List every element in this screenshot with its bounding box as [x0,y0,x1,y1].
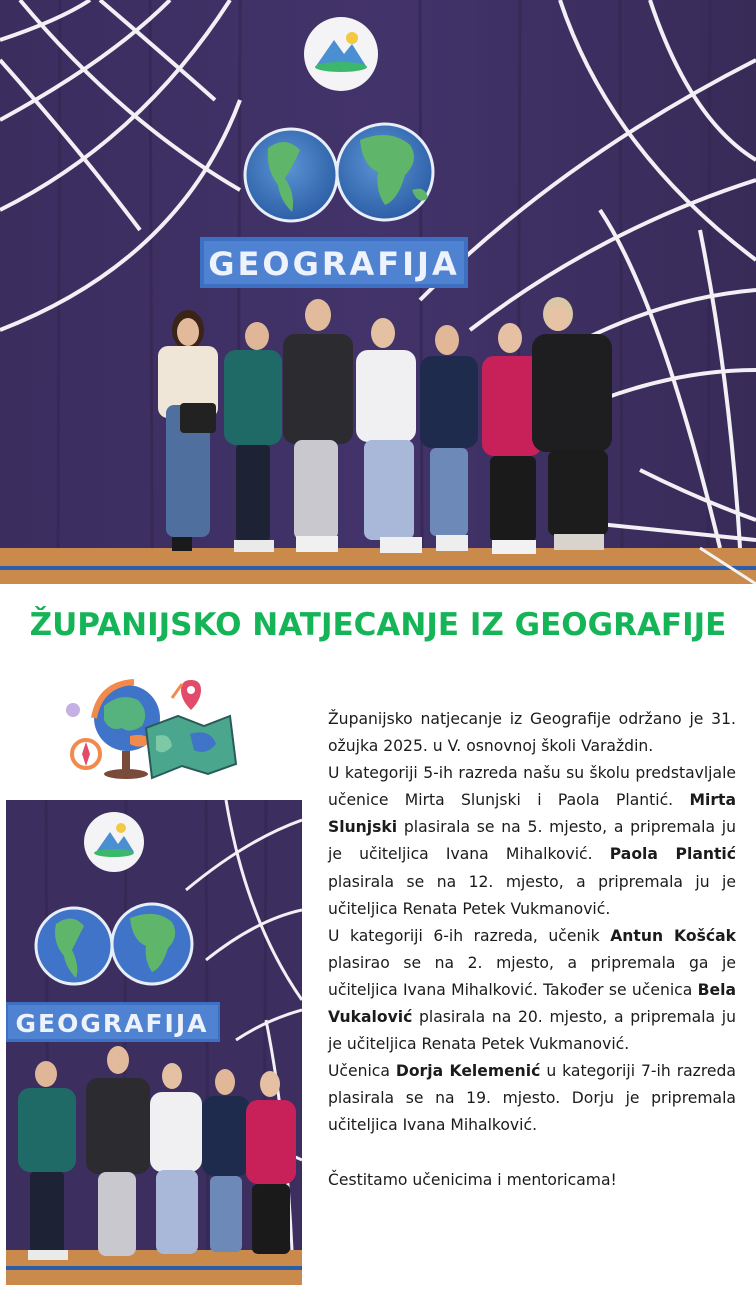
article-text [328,706,736,1194]
article-paragraph-3 [328,923,736,1058]
side-banner-text: GEOGRAFIJA [15,1009,209,1038]
article-text-run: plasirao se na 2. mjesto, a pripremala ga je učiteljica Ivana Mihalković. Također se učenica [328,953,736,999]
hero-photo-illustration [0,0,756,584]
article-highlight-name: Mirta Slunjski [328,791,736,837]
article-highlight-name: Antun Košćak [610,926,736,945]
side-photo [6,800,302,1285]
article-highlight-name: Dorja Kelemenić [395,1062,541,1081]
side-photo-illustration [6,800,302,1285]
article-text-run: Učenica [328,1062,396,1081]
article-text-run: plasirala se na 5. mjesto, a pripremala ju je učiteljica Ivana Mihalković. [328,818,736,864]
article-spacer [328,1140,736,1167]
article-text-run: U kategoriji 6-ih razreda, učenik [328,926,611,945]
article-paragraph-1: Županijsko natjecanje iz Geografije održano je 31. ožujka 2025. u V. osnovnoj školi Varaždin. [328,710,736,756]
article-highlight-name: Bela Vukalović [328,980,736,1027]
article-text-run: plasirala se na 12. mjesto, a pripremala ju je učiteljica Renata Petek Vukmanović. [328,872,736,918]
hero-banner-text: GEOGRAFIJA [208,245,460,283]
article-paragraph-4 [328,1058,736,1139]
article-paragraph-2 [328,760,736,923]
page-title: ŽUPANIJSKO NATJECANJE IZ GEOGRAFIJE [29,607,727,643]
article-text-run: U kategoriji 5-ih razreda našu su školu predstavljale učenice Mirta Slunjski i Paola Plantić. [328,764,736,810]
article-highlight-name: Paola Plantić [609,845,736,864]
geography-clipart-icon [60,676,238,788]
hero-photo [0,0,756,584]
article-text-run: u kategoriji 7-ih razreda plasirala se na 19. mjesto. Dorju je pripremala učiteljica Ivana Mihalković. [328,1062,736,1135]
article-closing: Čestitamo učenicima i mentoricama! [328,1170,617,1189]
article-text-run: plasirala na 20. mjesto, a pripremala ju je učiteljica Renata Petek Vukmanović. [328,1008,736,1054]
